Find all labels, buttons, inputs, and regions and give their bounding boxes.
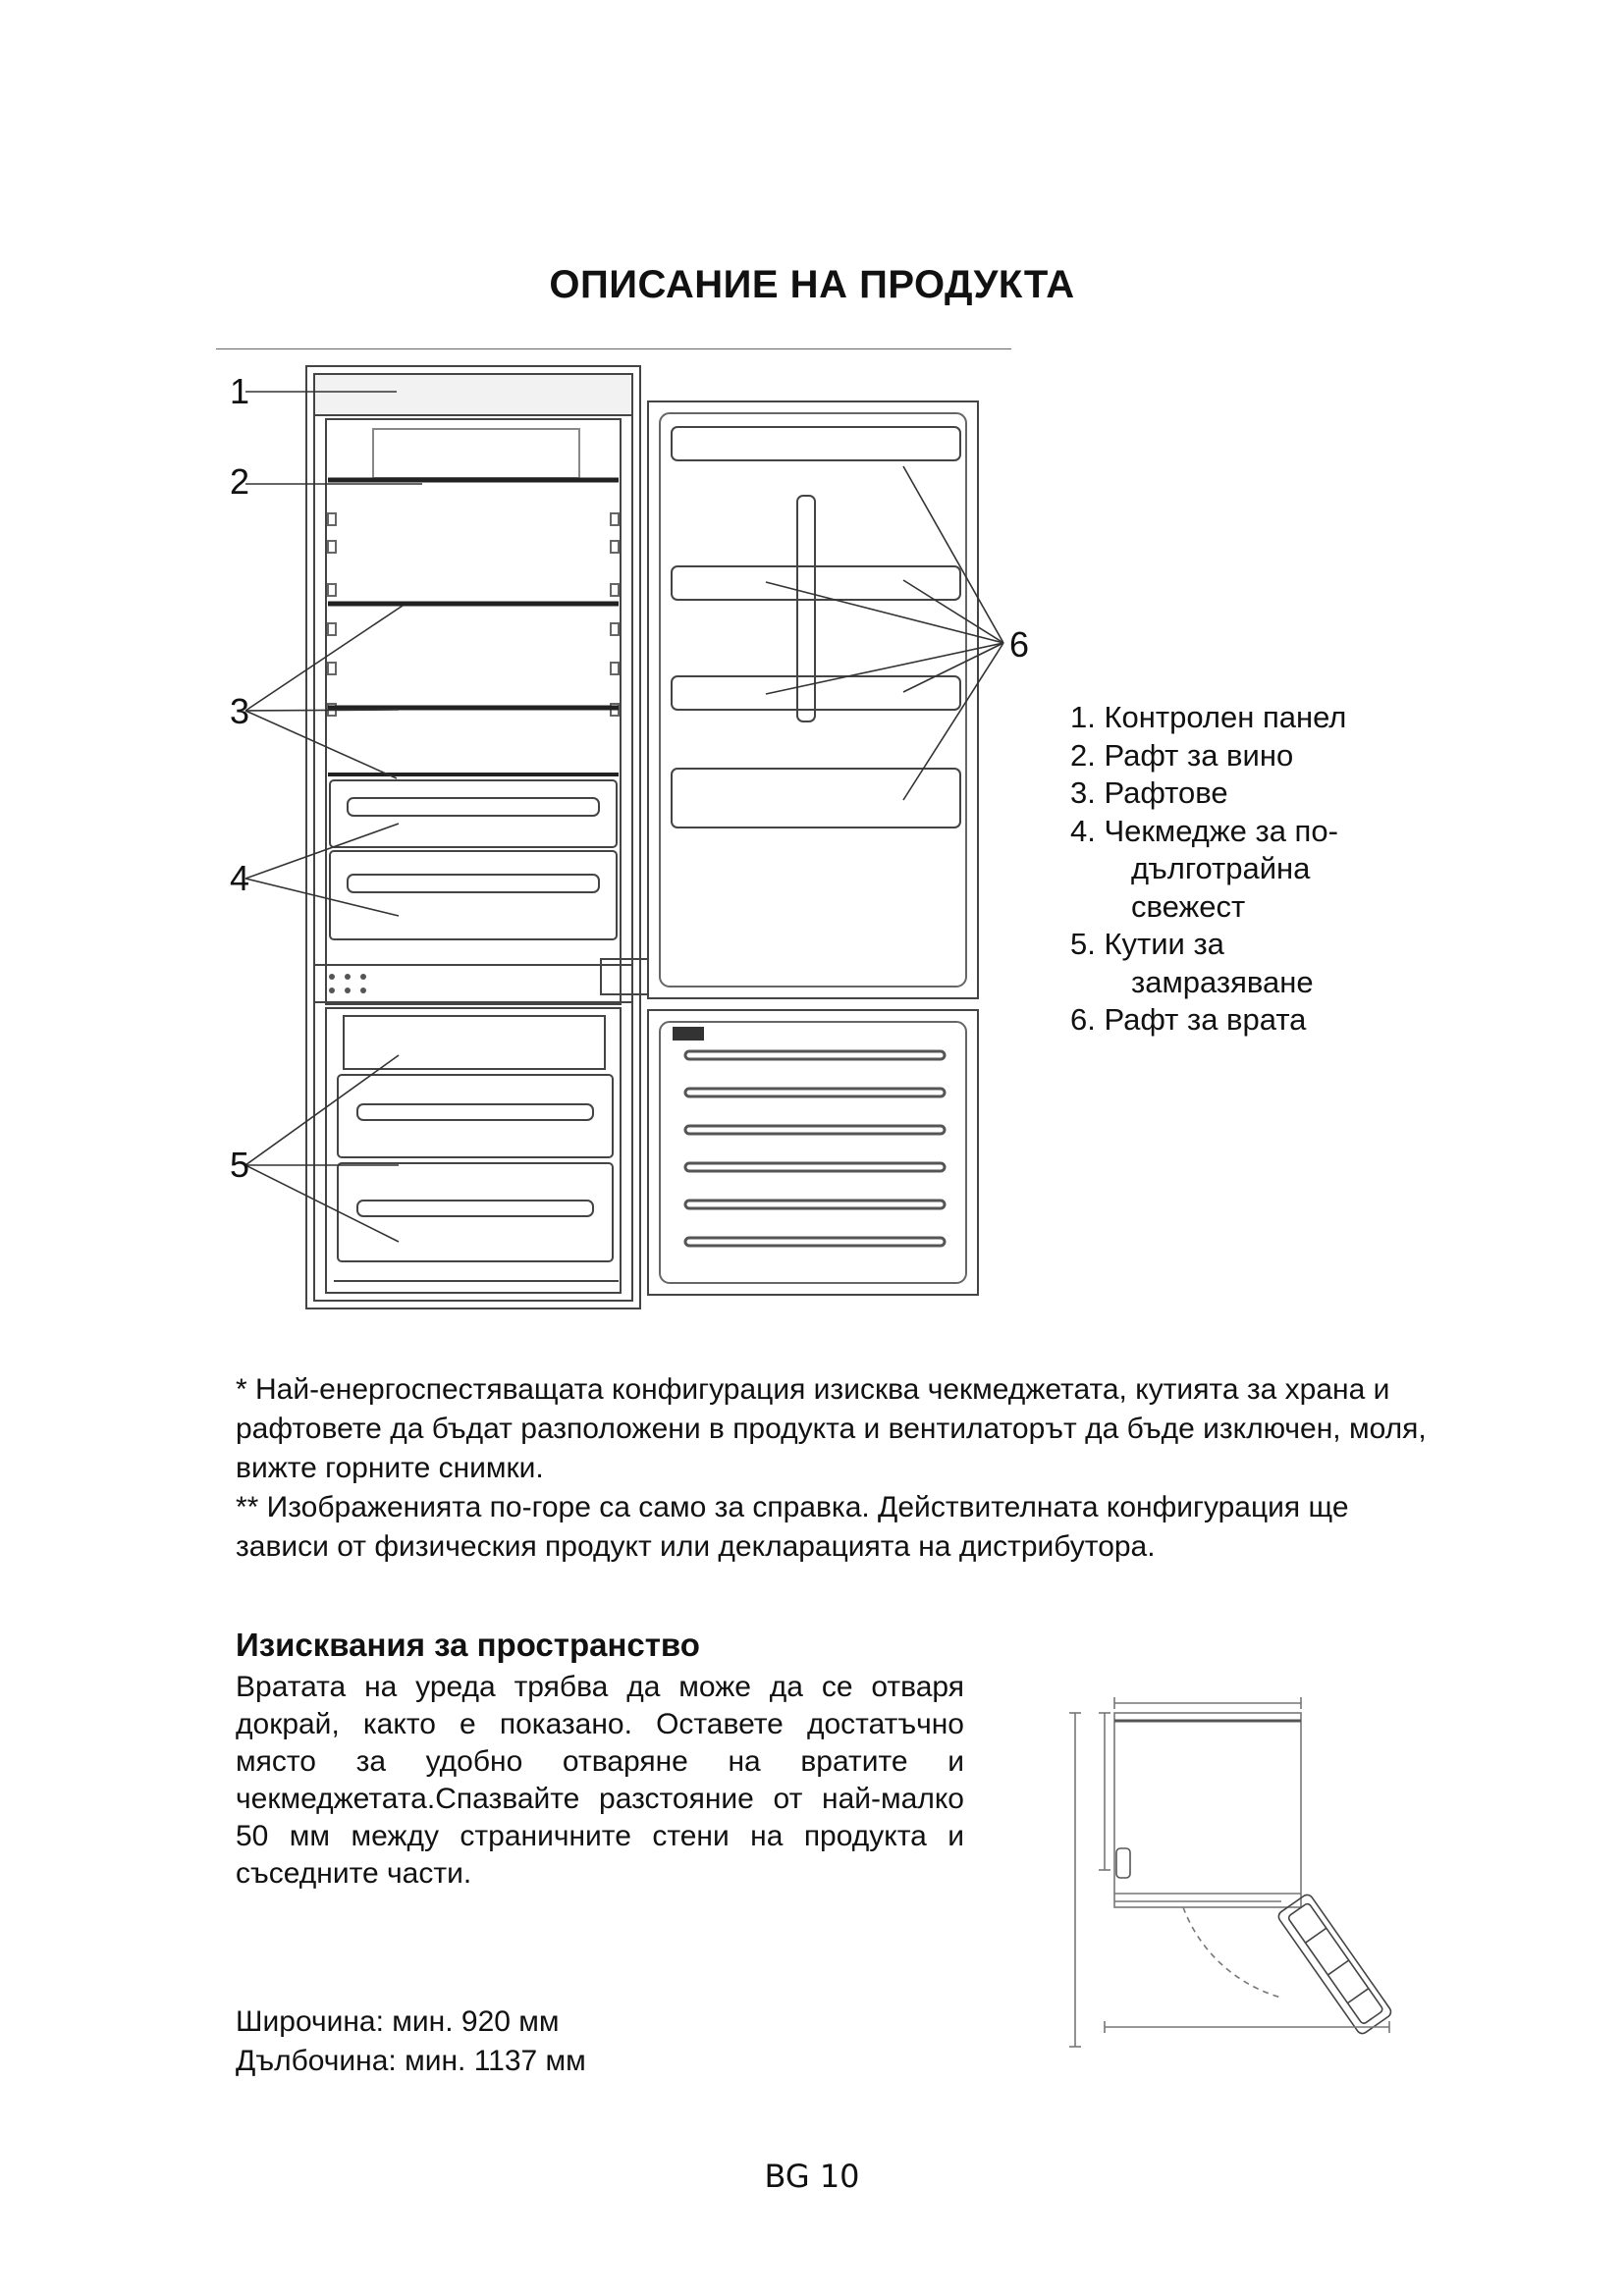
fridge-diagram bbox=[216, 348, 1041, 1330]
legend-item: 4. Чекмедже за по- bbox=[1070, 813, 1338, 848]
space-requirements-text: Вратата на уреда трябва да може да се отваря докрай, както е показано. Оставете достатъчно място за удобно отваряне на вратите и чекмеджетата.Спазвайте разстояние от най-малко 50 мм между страничните стени на продукта и съседните части. bbox=[236, 1671, 964, 1890]
crisper-drawer bbox=[330, 780, 617, 847]
section-heading: Изисквания за пространство bbox=[236, 1627, 700, 1663]
callout-number: 2 bbox=[230, 461, 250, 502]
fridge-door bbox=[648, 401, 978, 998]
page-title: ОПИСАНИЕ НА ПРОДУКТА bbox=[549, 263, 1075, 306]
door-shelf bbox=[672, 427, 960, 460]
note-energy: * Най-енергоспестяващата конфигурация изисква чекмеджетата, кутията за храна и рафтовете да бъдат разположени в продукта и вентилаторът да бъде изключен, моля, вижте горните снимки. bbox=[236, 1373, 1427, 1484]
freezer-drawer bbox=[338, 1163, 613, 1261]
legend-item: 2. Рафт за вино bbox=[1070, 737, 1294, 773]
callout-number: 6 bbox=[1009, 624, 1030, 665]
legend-item: 3. Рафтове bbox=[1070, 775, 1228, 810]
callout-number: 5 bbox=[230, 1145, 250, 1185]
configuration-notes bbox=[236, 1370, 1434, 1567]
control-panel bbox=[314, 374, 632, 415]
section-body bbox=[236, 1669, 964, 1893]
min-depth: Дълбочина: мин. 1137 мм bbox=[236, 2045, 586, 2077]
legend-item-continuation: дълготрайна bbox=[1131, 851, 1311, 885]
legend-item-continuation: свежест bbox=[1131, 888, 1246, 924]
cabinet-outline bbox=[306, 366, 640, 1308]
min-width: Широчина: мин. 920 мм bbox=[236, 2005, 560, 2038]
door-opening-diagram bbox=[1065, 1683, 1429, 2056]
legend-item-continuation: замразяване bbox=[1131, 964, 1314, 999]
dimensions bbox=[236, 2002, 586, 2081]
crisper-drawer bbox=[330, 851, 617, 939]
note-images: ** Изображенията по-горе са само за справка. Действителната конфигурация ще зависи от физическия продукт или декларацията на дистрибутора. bbox=[236, 1491, 1349, 1563]
parts-legend bbox=[1070, 699, 1404, 1040]
legend-item: 1. Контролен панел bbox=[1070, 700, 1347, 734]
legend-item: 5. Кутии за bbox=[1070, 927, 1224, 961]
freezer-drawer bbox=[338, 1075, 613, 1157]
callout-number: 1 bbox=[230, 371, 250, 411]
page-number: BG 10 bbox=[764, 2158, 860, 2195]
legend-item: 6. Рафт за врата bbox=[1070, 1002, 1307, 1037]
callout-number: 3 bbox=[230, 691, 250, 731]
callout-number: 4 bbox=[230, 858, 250, 898]
